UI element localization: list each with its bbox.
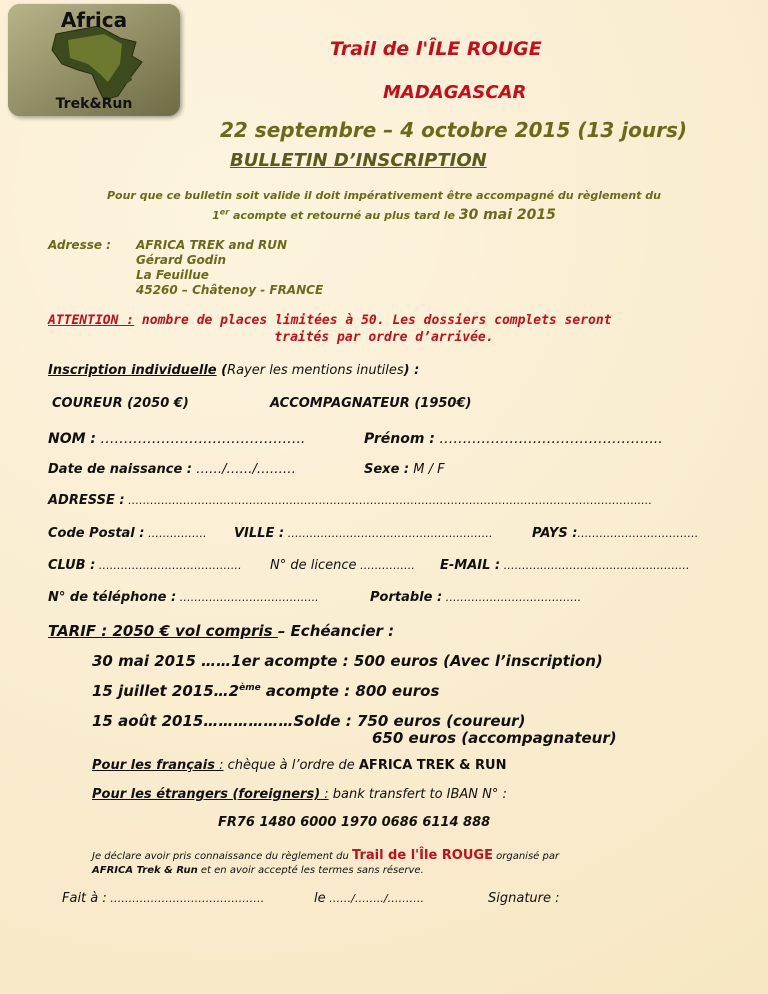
pays-field[interactable]: PAYS :…………………………… xyxy=(532,526,699,541)
tarif-heading: TARIF : 2050 € vol compris – Echéancier : xyxy=(48,622,395,640)
attention-line2: traités par ordre d’arrivée. xyxy=(274,330,494,345)
attention-line1: ATTENTION : nombre de places limitées à 50. Les dossiers complets seront xyxy=(48,313,612,328)
email-field[interactable]: E-MAIL : ………..………………..………..……… xyxy=(440,558,690,573)
ville-field[interactable]: VILLE : ………………………………………..……… xyxy=(234,526,493,541)
prenom-field[interactable]: Prénom : ………………………………………... xyxy=(364,431,663,447)
postal-address xyxy=(136,238,323,298)
schedule-line3: 15 août 2015………………Solde : 750 euros (coureur) xyxy=(92,712,526,730)
validity-note-line2: 1er acompte et retourné au plus tard le 30 mai 2015 xyxy=(212,207,556,223)
declaration-line1: Je déclare avoir pris connaissance du règlement du Trail de l'Île ROUGE organisé par xyxy=(92,848,560,863)
club-field[interactable]: CLUB : ………………………………… xyxy=(48,558,242,573)
payment-foreign: Pour les étrangers (foreigners) : bank transfert to IBAN N° : xyxy=(92,787,507,802)
runner-option[interactable]: COUREUR (2050 €) xyxy=(52,396,189,411)
signature-label[interactable]: Signature : xyxy=(488,891,560,906)
logo-top-text: Africa xyxy=(60,8,128,32)
address-line: Gérard Godin xyxy=(136,253,227,267)
event-title: Trail de l'ÎLE ROUGE xyxy=(330,38,542,60)
event-dates: 22 septembre – 4 octobre 2015 (13 jours) xyxy=(220,118,688,142)
address-line: AFRICA TREK and RUN xyxy=(136,238,287,252)
birthdate-field[interactable]: Date de naissance : ……/……/……… xyxy=(48,462,296,477)
africa-trek-run-logo xyxy=(8,4,180,116)
schedule-line1: 30 mai 2015 ……1er acompte : 500 euros (Avec l’inscription) xyxy=(92,652,603,670)
deadline-date: 30 mai 2015 xyxy=(458,207,556,223)
address-line: 45260 – Châtenoy - FRANCE xyxy=(136,283,324,297)
attention-label: ATTENTION : xyxy=(48,313,135,328)
companion-option[interactable]: ACCOMPAGNATEUR (1950€) xyxy=(270,396,472,411)
address-line: La Feuillue xyxy=(136,268,209,282)
licence-field[interactable]: N° de licence …………… xyxy=(270,558,415,573)
logo-bottom-text: Trek&Run xyxy=(55,96,133,112)
adresse-field[interactable]: ADRESSE : …………………………………………………………………………………………………………………………..… xyxy=(48,493,653,508)
fait-a-field[interactable]: Fait à : …………………………………… xyxy=(62,891,265,906)
form-title: BULLETIN D’INSCRIPTION xyxy=(230,150,487,171)
declaration-line2: AFRICA Trek & Run et en avoir accepté les termes sans réserve. xyxy=(92,865,424,876)
date-field[interactable]: le ……/……../………. xyxy=(314,891,425,906)
schedule-line2: 15 juillet 2015…2ème acompte : 800 euros xyxy=(92,682,440,700)
mobile-field[interactable]: Portable : ………………………………. xyxy=(370,590,582,605)
address-label: Adresse : xyxy=(48,238,111,252)
registration-heading: Inscription individuelle (Rayer les mentions inutiles) : xyxy=(48,363,420,378)
sexe-field[interactable]: Sexe : M / F xyxy=(364,462,445,477)
postal-code-field[interactable]: Code Postal : ……………. xyxy=(48,526,207,541)
payment-france: Pour les français : chèque à l’ordre de AFRICA TREK & RUN xyxy=(92,758,507,773)
schedule-line4: 650 euros (accompagnateur) xyxy=(372,729,617,747)
nom-field[interactable]: NOM : …………………………………….. xyxy=(48,431,306,447)
validity-note-line1: Pour que ce bulletin soit valide il doit impérativement être accompagné du règlement du xyxy=(106,189,662,202)
phone-field[interactable]: N° de téléphone : ……………………………….. xyxy=(48,590,319,605)
iban-number: FR76 1480 6000 1970 0686 6114 888 xyxy=(218,815,491,830)
event-country: MADAGASCAR xyxy=(383,82,527,103)
